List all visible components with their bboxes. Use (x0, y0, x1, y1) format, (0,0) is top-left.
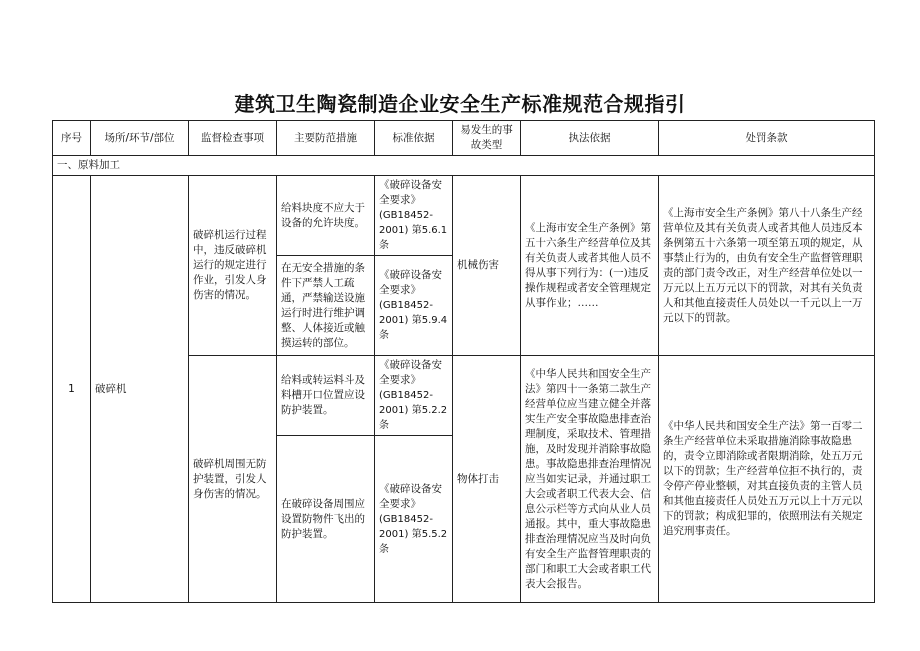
standard-cell-3 (375, 356, 453, 436)
compliance-table (52, 120, 875, 603)
standard-code: (GB18452-2001) (379, 300, 433, 326)
standard-name: 《破碎设备安全要求》 (379, 179, 442, 206)
page-title: 建筑卫生陶瓷制造企业安全生产标准规范合规指引 (234, 92, 686, 116)
check-item-1: 破碎机运行过程中，违反破碎机运行的规定进行作业，引发人身伤害的情况。 (189, 176, 277, 356)
check-item-2: 破碎机周围无防护装置，引发人身伤害的情况。 (189, 356, 277, 603)
header-place: 场所/环节/部位 (91, 121, 189, 156)
seq-cell: 1 (53, 176, 91, 603)
header-item: 监督检查事项 (189, 121, 277, 156)
standard-clause: 第5.2.2条 (379, 405, 448, 431)
standard-name: 《破碎设备安全要求》 (379, 359, 442, 386)
law-basis-2: 《中华人民共和国安全生产法》第四十一条第二款生产经营单位应当建立健全并落实生产安全事故隐患排查治理制度，采取技术、管理措施，及时发现并消除事故隐患。事故隐患排查治理情况应当如实记录，并通过职工大会或者职工代表大会、信息公示栏等方式向从业人员通报。其中，重大事故隐患排查治理情况应当及时向负有安全生产监督管理职责的部门和职工大会或者职工代表大会报告。 (521, 356, 659, 603)
accident-type-1: 机械伤害 (453, 176, 521, 356)
header-law: 执法依据 (521, 121, 659, 156)
header-seq: 序号 (53, 121, 91, 156)
standard-clause: 第5.5.2条 (379, 528, 448, 555)
standard-name: 《破碎设备安全要求》 (379, 269, 442, 296)
standard-code: (GB18452-2001) (379, 210, 433, 236)
measure-cell-3: 给料或转运料斗及料槽开口位置应设防护装置。 (277, 356, 375, 436)
penalty-clause-2: 《中华人民共和国安全生产法》第一百零二条生产经营单位未采取措施消除事故隐患的，责令立即消除或者限期消除，处五万元以下的罚款；生产经营单位拒不执行的，责令停产停业整顿，对其直接负责的主管人员和其他直接责任人员处五万元以上十万元以下的罚款；构成犯罪的，依照刑法有关规定追究刑事责任。 (659, 356, 875, 603)
header-standard: 标准依据 (375, 121, 453, 156)
header-penalty: 处罚条款 (659, 121, 875, 156)
standard-clause: 第5.6.1条 (379, 225, 448, 251)
measure-cell-2: 在无安全措施的条件下严禁人工疏通，严禁输送设施运行时进行维护调整、人体接近或触摸运转的部位。 (277, 256, 375, 356)
accident-type-2: 物体打击 (453, 356, 521, 603)
section-row (53, 156, 875, 176)
standard-code: (GB18452-2001) (379, 390, 433, 416)
header-measures: 主要防范措施 (277, 121, 375, 156)
standard-name: 《破碎设备安全要求》 (379, 482, 442, 510)
measure-cell-1: 给料块度不应大于设备的允许块度。 (277, 176, 375, 256)
table-row (53, 176, 875, 256)
measure-cell-4: 在破碎设备周围应设置防物件飞出的防护装置。 (277, 436, 375, 603)
standard-cell-1 (375, 176, 453, 256)
law-basis-1: 《上海市安全生产条例》第五十六条生产经营单位及其有关负责人或者其他人员不得从事下列行为：(一)违反操作规程或者安全管理规定从事作业；…… (521, 176, 659, 356)
standard-code: (GB18452-2001) (379, 513, 433, 540)
standard-cell-4 (375, 436, 453, 603)
penalty-clause-1: 《上海市安全生产条例》第八十八条生产经营单位及其有关负责人或者其他人员违反本条例第五十六条第一项至第五项的规定，从事禁止行为的，由负有安全生产监督管理职责的部门责令改正，对生产经营单位处以一万元以上五万元以下的罚款，对其有关负责人和其他直接责任人员处以一千元以上一万元以下的罚款。 (659, 176, 875, 356)
place-cell: 破碎机 (91, 176, 189, 603)
standard-clause: 第5.9.4条 (379, 315, 448, 341)
section-title: 一、原料加工 (53, 156, 875, 176)
header-row (53, 121, 875, 156)
header-accident: 易发生的事故类型 (453, 121, 521, 156)
standard-cell-2 (375, 256, 453, 356)
